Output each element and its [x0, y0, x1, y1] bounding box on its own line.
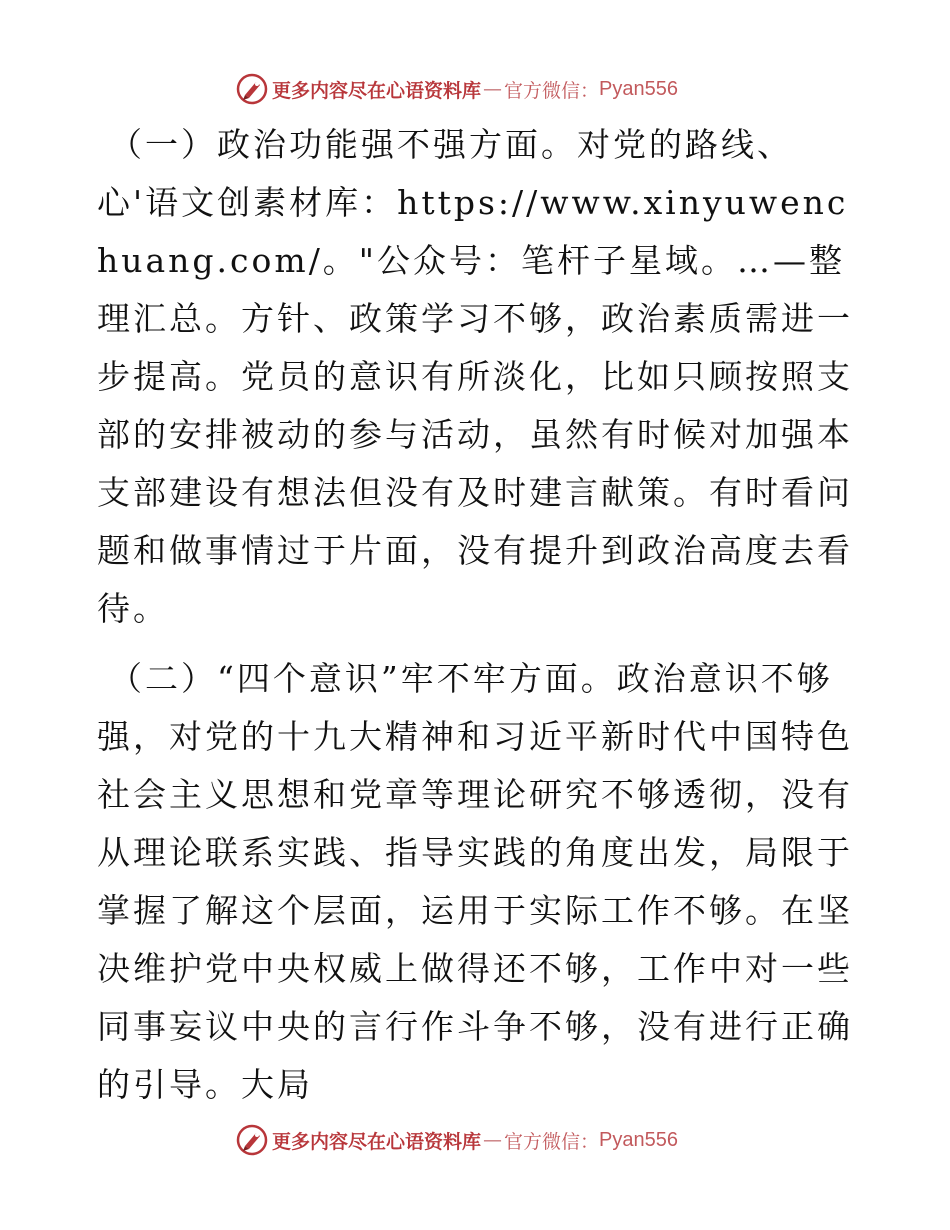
banner-text: 更多内容尽在心语资料库	[272, 79, 482, 102]
paragraph-political-function: （一）政治功能强不强方面。对党的路线、心'语文创素材库：https://www.xinyuwenchuang.com/。"公众号：笔杆子星域。…—整理汇总。方针、政策学习不够，政治素质需进一步提高。党员的意识有所淡化，比如只顾按照支部的安排被动的参与活动，虽然有时候对加强本支部建设有想法但没有及时建言献策。有时看问题和做事情过于片面，没有提升到政治高度去看待。	[97, 125, 853, 628]
banner-dash: —	[483, 78, 503, 100]
pen-logo-icon	[236, 1124, 268, 1156]
header-watermark-banner	[236, 72, 678, 106]
banner-dash: —	[483, 1129, 503, 1151]
banner-official-label: 官方微信：	[504, 1130, 600, 1153]
banner-text: 更多内容尽在心语资料库	[272, 1130, 482, 1153]
banner-wechat-id: Pyan556	[599, 77, 678, 100]
banner-wechat-id: Pyan556	[599, 1128, 678, 1151]
paragraph-four-consciousness: （二）“四个意识”牢不牢方面。政治意识不够强，对党的十九大精神和习近平新时代中国特色社会主义思想和党章等理论研究不够透彻，没有从理论联系实践、指导实践的角度出发，局限于掌握了解这个层面，运用于实际工作不够。在坚决维护党中央权威上做得还不够，工作中对一些同事妄议中央的言行作斗争不够，没有进行正确的引导。大局	[97, 659, 853, 1104]
document-body	[97, 116, 857, 1114]
banner-official-label: 官方微信：	[504, 79, 600, 102]
footer-watermark-banner	[236, 1123, 678, 1157]
pen-logo-icon	[236, 73, 268, 105]
